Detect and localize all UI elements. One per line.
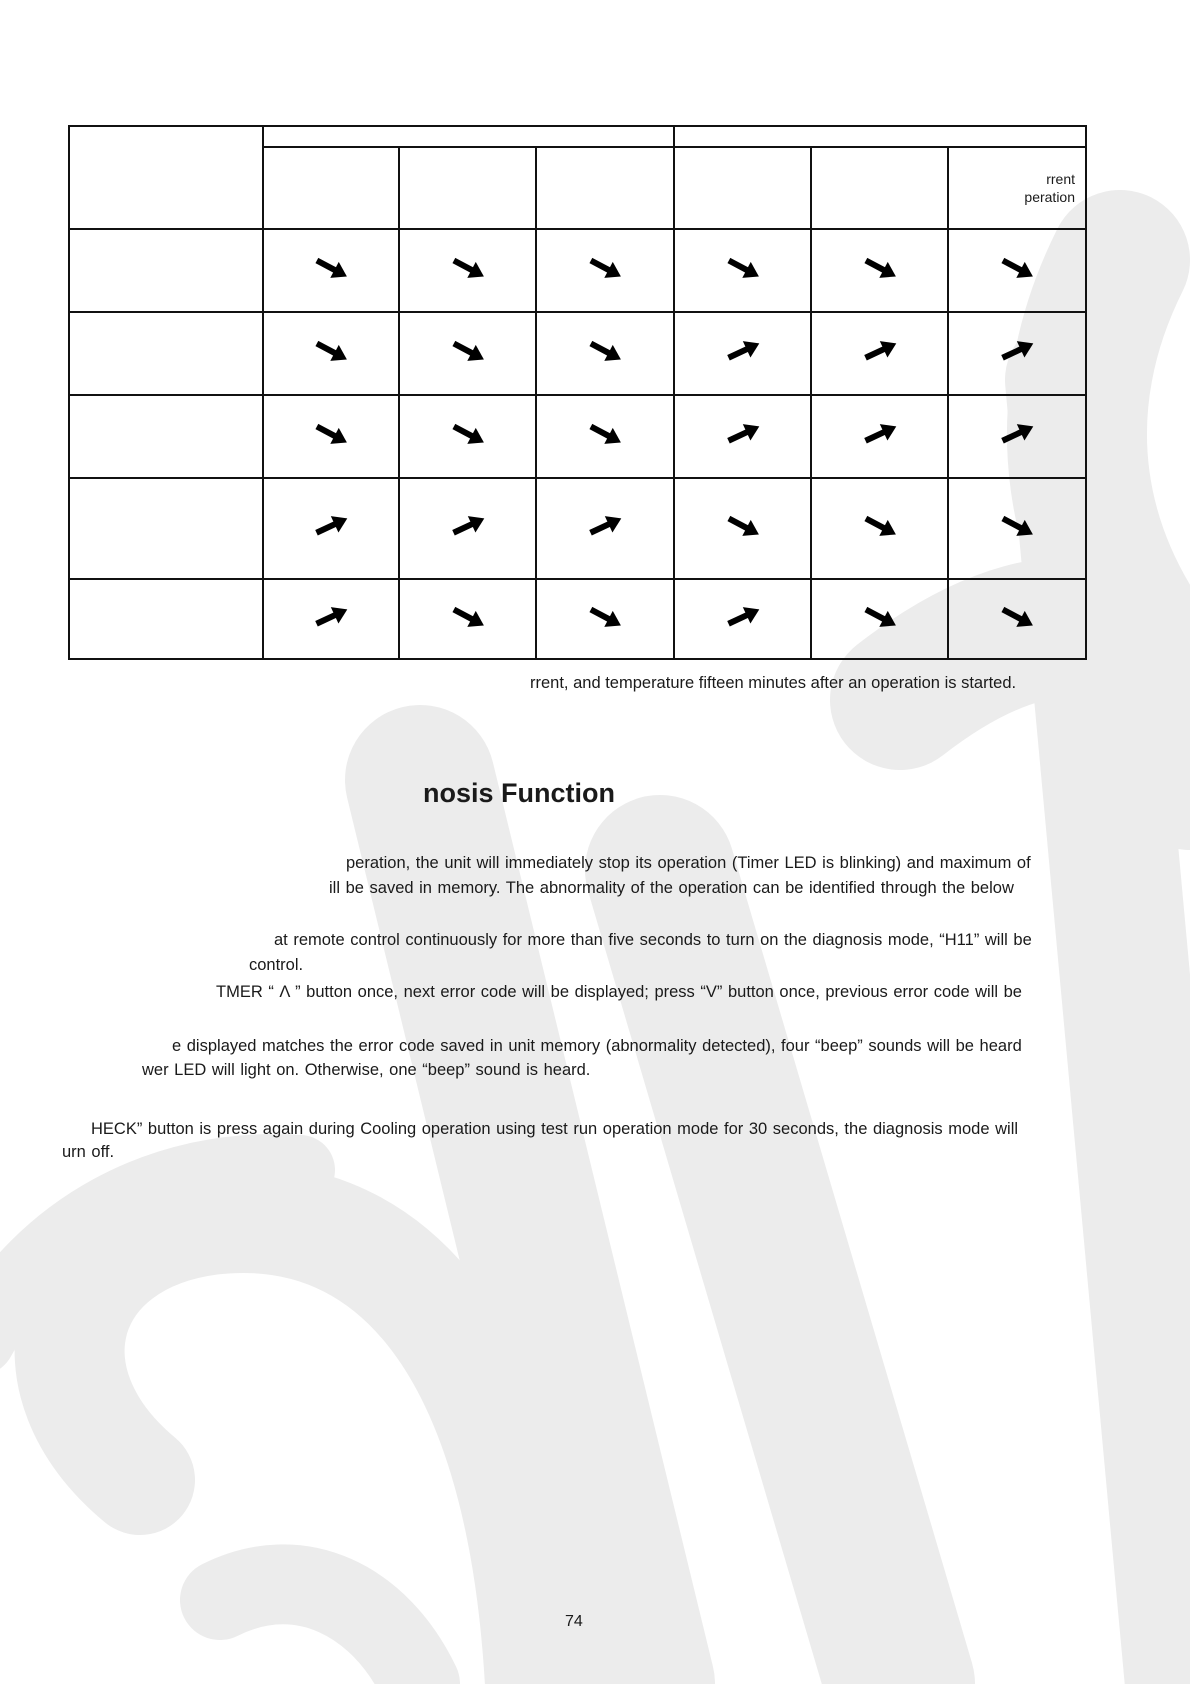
paragraph-4-line-1: e displayed matches the error code saved in unit memory (abnormality detected), four “beep” sounds will be heard xyxy=(172,1037,1022,1055)
table-corner-cell xyxy=(69,126,263,229)
table-cell xyxy=(263,229,399,312)
table-cell xyxy=(674,312,811,395)
table-cell xyxy=(399,395,536,478)
table-cell xyxy=(536,312,674,395)
arrow-up-right-icon xyxy=(311,604,351,630)
table-cell xyxy=(674,395,811,478)
table-cell xyxy=(674,229,811,312)
table-cell xyxy=(263,312,399,395)
table-cell xyxy=(811,579,948,659)
table-group-header-1 xyxy=(263,126,674,147)
table-subheader xyxy=(536,147,674,229)
arrow-down-right-icon xyxy=(311,255,351,281)
paragraph-5-line-2: urn off. xyxy=(62,1143,115,1161)
table-subheader-current xyxy=(948,147,1086,229)
arrow-down-right-icon xyxy=(585,338,625,364)
subheader-text-line2: peration xyxy=(1024,189,1075,205)
arrow-down-right-icon xyxy=(585,604,625,630)
arrow-up-right-icon xyxy=(311,513,351,539)
paragraph-1-line-1: peration, the unit will immediately stop its operation (Timer LED is blinking) and maximum of xyxy=(346,854,1031,872)
arrow-up-right-icon xyxy=(860,421,900,447)
arrow-down-right-icon xyxy=(448,604,488,630)
table-row-label xyxy=(69,478,263,579)
diagnosis-table xyxy=(68,125,1087,660)
page-number: 74 xyxy=(565,1613,583,1630)
paragraph-4-line-2: wer LED will light on. Otherwise, one “beep” sound is heard. xyxy=(142,1061,591,1079)
subheader-text-line1: rrent xyxy=(1046,171,1075,187)
table-cell xyxy=(263,478,399,579)
arrow-up-right-icon xyxy=(860,338,900,364)
table-cell xyxy=(948,312,1086,395)
section-heading: nosis Function xyxy=(423,778,615,808)
table-cell xyxy=(948,478,1086,579)
table-subheader xyxy=(399,147,536,229)
paragraph-1-line-2: ill be saved in memory. The abnormality of the operation can be identified through the below xyxy=(329,879,1014,897)
arrow-down-right-icon xyxy=(448,255,488,281)
arrow-down-right-icon xyxy=(997,513,1037,539)
table-cell xyxy=(536,579,674,659)
paragraph-2-line-2: control. xyxy=(249,956,304,974)
arrow-up-right-icon xyxy=(997,338,1037,364)
arrow-down-right-icon xyxy=(311,338,351,364)
arrow-up-right-icon xyxy=(448,513,488,539)
table-row-label xyxy=(69,395,263,478)
arrow-down-right-icon xyxy=(311,421,351,447)
paragraph-5-line-1: HECK” button is press again during Cooling operation using test run operation mode for 30 seconds, the diagnosis mode will xyxy=(91,1120,1019,1138)
table-row-label xyxy=(69,579,263,659)
arrow-down-right-icon xyxy=(448,338,488,364)
table-cell xyxy=(674,579,811,659)
table-group-header-2 xyxy=(674,126,1086,147)
arrow-up-right-icon xyxy=(723,421,763,447)
arrow-down-right-icon xyxy=(723,255,763,281)
arrow-down-right-icon xyxy=(860,604,900,630)
table-cell xyxy=(536,229,674,312)
table-subheader xyxy=(811,147,948,229)
table-cell xyxy=(811,312,948,395)
arrow-up-right-icon xyxy=(585,513,625,539)
paragraph-3-line-1: TMER “ Λ ” button once, next error code will be displayed; press “V” button once, previous error code will be xyxy=(216,983,1022,1001)
paragraph-2-line-1: at remote control continuously for more than five seconds to turn on the diagnosis mode, “H11” will be xyxy=(274,931,1032,949)
arrow-down-right-icon xyxy=(585,255,625,281)
table-note: rrent, and temperature fifteen minutes after an operation is started. xyxy=(530,674,1017,692)
table-cell xyxy=(811,395,948,478)
table-cell xyxy=(948,395,1086,478)
arrow-up-right-icon xyxy=(723,604,763,630)
table-cell xyxy=(536,395,674,478)
table-cell xyxy=(811,478,948,579)
arrow-up-right-icon xyxy=(723,338,763,364)
arrow-down-right-icon xyxy=(585,421,625,447)
table-cell xyxy=(399,579,536,659)
table-cell xyxy=(399,478,536,579)
arrow-down-right-icon xyxy=(860,255,900,281)
arrow-down-right-icon xyxy=(997,604,1037,630)
table-row-label xyxy=(69,312,263,395)
table-subheader xyxy=(674,147,811,229)
table-subheader xyxy=(263,147,399,229)
arrow-down-right-icon xyxy=(997,255,1037,281)
arrow-down-right-icon xyxy=(723,513,763,539)
table-cell xyxy=(536,478,674,579)
table-cell xyxy=(263,395,399,478)
table-cell xyxy=(674,478,811,579)
arrow-down-right-icon xyxy=(860,513,900,539)
table-cell xyxy=(811,229,948,312)
table-cell xyxy=(263,579,399,659)
table-cell xyxy=(399,229,536,312)
arrow-down-right-icon xyxy=(448,421,488,447)
table-cell xyxy=(399,312,536,395)
table-row-label xyxy=(69,229,263,312)
table-cell xyxy=(948,579,1086,659)
table-cell xyxy=(948,229,1086,312)
arrow-up-right-icon xyxy=(997,421,1037,447)
